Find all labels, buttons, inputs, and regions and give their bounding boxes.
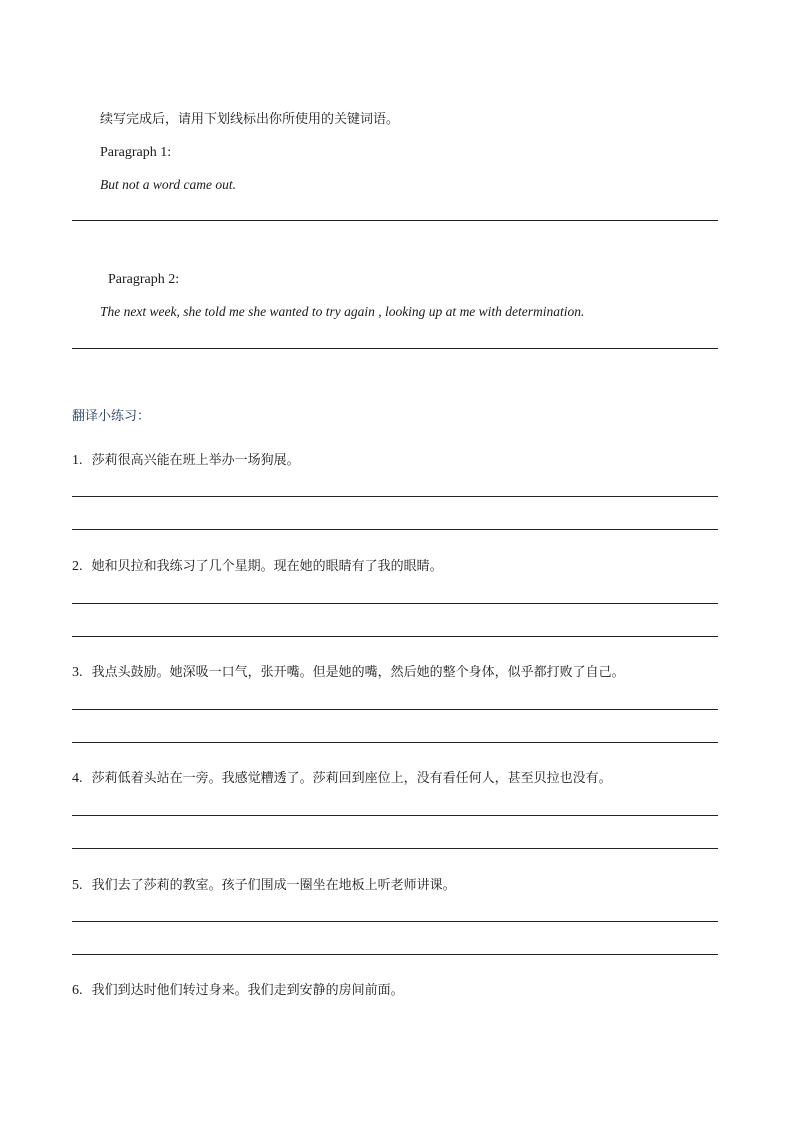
instruction-text: 续写完成后，请用下划线标出你所使用的关键词语。: [100, 112, 400, 127]
translation-item-6: [72, 979, 404, 999]
item-number: 1.: [72, 453, 83, 468]
translation-item-4: [72, 767, 612, 787]
item-number: 5.: [72, 878, 83, 893]
paragraph-1-writing-line[interactable]: [72, 220, 718, 221]
item-text: 我们去了莎莉的教室。孩子们围成一圈坐在地板上听老师讲课。: [91, 878, 456, 893]
item-number: 4.: [72, 771, 83, 786]
translation-item-3: [72, 661, 625, 681]
translation-section-title: 翻译小练习：: [72, 409, 151, 424]
item-text: 我点头鼓励。她深吸一口气，张开嘴。但是她的嘴，然后她的整个身体，似乎都打败了自己。: [91, 665, 625, 680]
item-number: 2.: [72, 559, 83, 574]
translation-item-4-line-1[interactable]: [72, 815, 718, 816]
translation-item-5: [72, 874, 456, 894]
translation-item-2: [72, 555, 443, 575]
item-number: 6.: [72, 983, 83, 998]
item-text: 她和贝拉和我练习了几个星期。现在她的眼睛有了我的眼睛。: [91, 559, 443, 574]
item-number: 3.: [72, 665, 83, 680]
paragraph-2-label: Paragraph 2:: [108, 272, 180, 287]
paragraph-2-opening: The next week, she told me she wanted to try again , looking up at me with determination.: [100, 304, 585, 319]
translation-item-1-line-2[interactable]: [72, 529, 718, 530]
translation-item-1-line-1[interactable]: [72, 496, 718, 497]
paragraph-1-opening: But not a word came out.: [100, 177, 236, 192]
translation-item-3-line-1[interactable]: [72, 709, 718, 710]
translation-item-2-line-1[interactable]: [72, 603, 718, 604]
translation-item-3-line-2[interactable]: [72, 742, 718, 743]
translation-item-5-line-2[interactable]: [72, 954, 718, 955]
translation-item-4-line-2[interactable]: [72, 848, 718, 849]
item-text: 我们到达时他们转过身来。我们走到安静的房间前面。: [91, 983, 404, 998]
item-text: 莎莉很高兴能在班上举办一场狗展。: [91, 453, 300, 468]
item-text: 莎莉低着头站在一旁。我感觉糟透了。莎莉回到座位上，没有看任何人，甚至贝拉也没有。: [91, 771, 612, 786]
translation-item-2-line-2[interactable]: [72, 636, 718, 637]
paragraph-1-label: Paragraph 1:: [100, 145, 172, 160]
paragraph-2-writing-line[interactable]: [72, 348, 718, 349]
translation-item-5-line-1[interactable]: [72, 921, 718, 922]
translation-item-1: [72, 449, 300, 469]
